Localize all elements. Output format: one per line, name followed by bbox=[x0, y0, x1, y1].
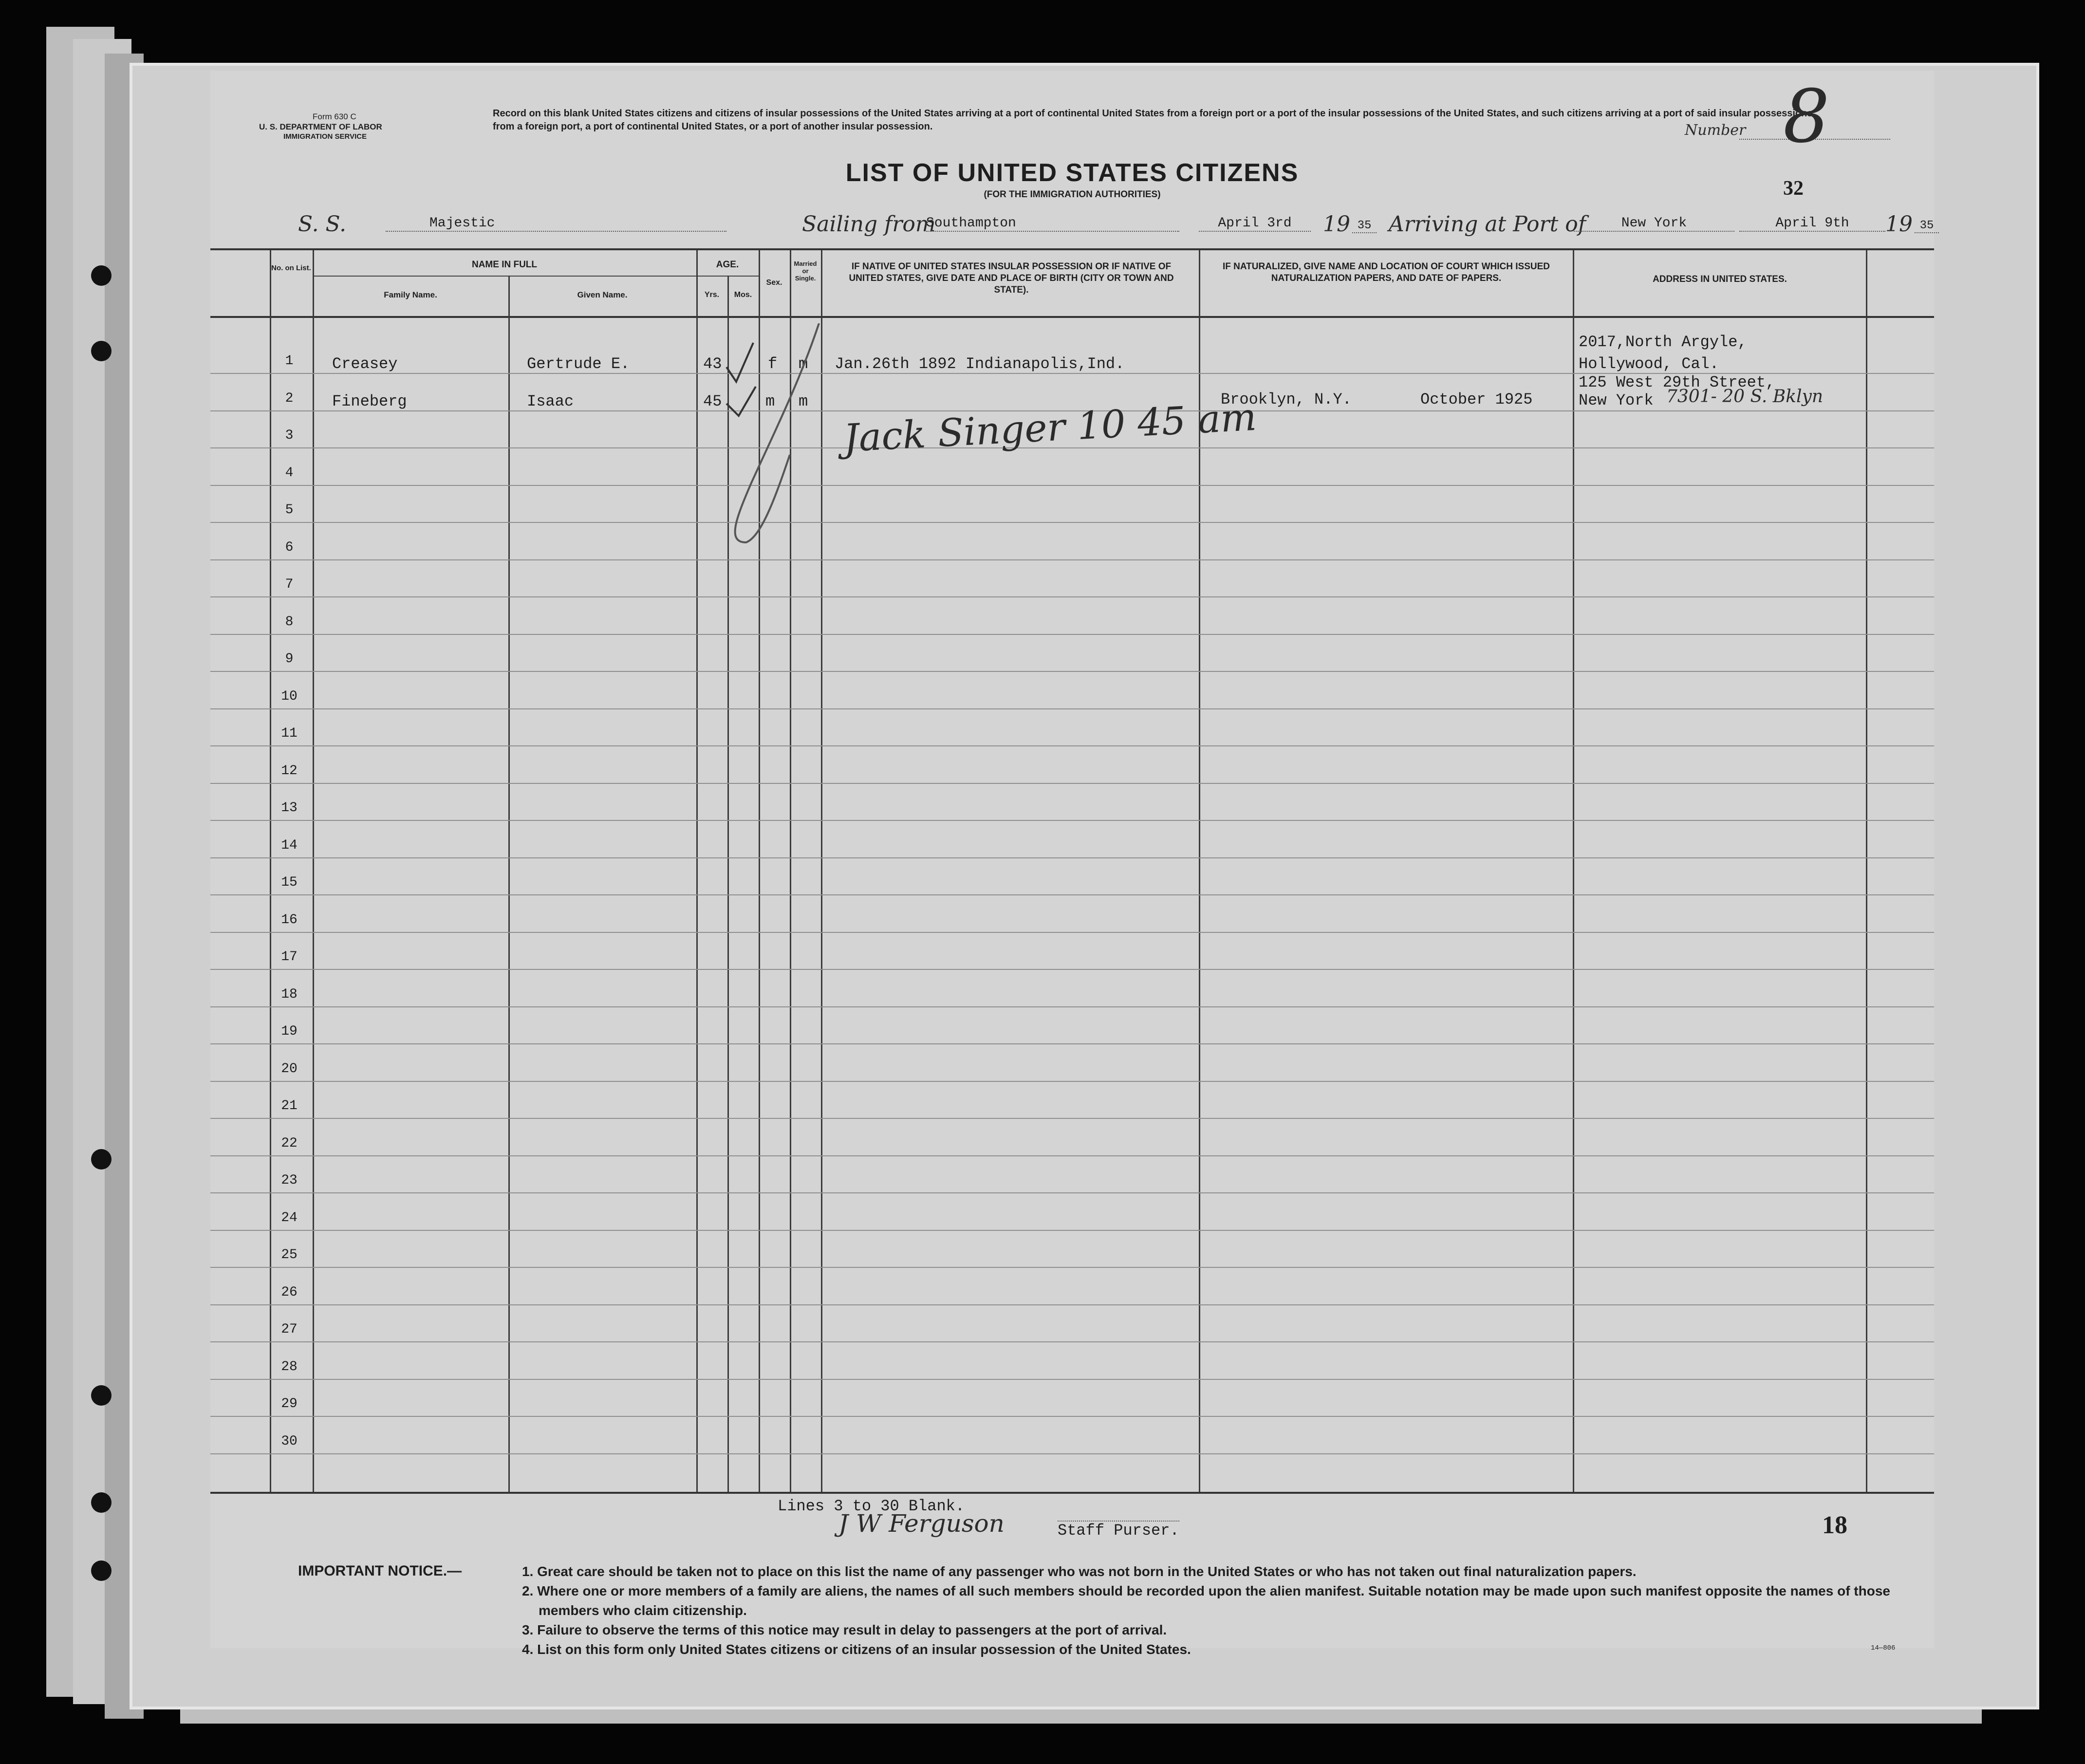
row-rule bbox=[210, 745, 1934, 746]
header-mos: Mos. bbox=[734, 291, 752, 299]
row-rule bbox=[210, 1155, 1934, 1156]
purser-signature: J W Ferguson bbox=[838, 1509, 1005, 1538]
punch-hole bbox=[91, 1560, 112, 1581]
department-name: U. S. DEPARTMENT OF LABOR bbox=[259, 122, 382, 131]
handwritten-annotation: Jack Singer 10 45 am bbox=[842, 395, 1258, 461]
name-subheader-rule bbox=[313, 276, 696, 277]
sailing-year-prefix: 19 bbox=[1323, 212, 1350, 237]
row-rule bbox=[210, 820, 1934, 821]
header-name-in-full: NAME IN FULL bbox=[471, 260, 538, 270]
form-title: LIST OF UNITED STATES CITIZENS bbox=[845, 159, 1299, 187]
ss-label: S. S. bbox=[298, 212, 347, 237]
notice-item: 3. Failure to observe the terms of this notice may result in delay to passengers at the port of arrival. bbox=[522, 1622, 1167, 1637]
notice-label-text: IMPORTANT NOTICE. bbox=[298, 1563, 447, 1579]
number-value: 8 bbox=[1783, 74, 1830, 159]
row-number: 28 bbox=[281, 1359, 298, 1374]
row-number: 26 bbox=[281, 1284, 298, 1300]
row-number: 5 bbox=[285, 502, 294, 518]
notice-list bbox=[522, 1562, 1929, 1659]
form-number: Form 630 C bbox=[313, 112, 356, 121]
header-married: Married or Single. bbox=[794, 260, 817, 282]
row-rule bbox=[210, 783, 1934, 784]
notice-item: 2. Where one or more members of a family are aliens, the names of all such members should be recorded upon the alien manifest. Suitable notation may be made upon such manifest opposite the names of those members who claim citizenship. bbox=[522, 1583, 1890, 1618]
entry-1-family: Creasey bbox=[332, 355, 398, 373]
page-number: 32 bbox=[1783, 177, 1804, 200]
row-number: 27 bbox=[281, 1322, 298, 1337]
column-divider bbox=[696, 250, 698, 1492]
entry-2-address-line2: New York bbox=[1579, 391, 1654, 409]
address-handwritten-note: 7301- 20 S. Bklyn bbox=[1666, 387, 1824, 407]
column-divider bbox=[313, 250, 314, 1492]
row-number: 19 bbox=[281, 1024, 298, 1039]
row-rule bbox=[210, 522, 1934, 523]
row-number: 24 bbox=[281, 1210, 298, 1226]
entry-1-birth: Jan.26th 1892 Indianapolis,Ind. bbox=[835, 355, 1125, 373]
punch-hole bbox=[91, 341, 112, 361]
row-rule bbox=[210, 1453, 1934, 1454]
entry-2-naturalized-court: Brooklyn, N.Y. bbox=[1221, 390, 1352, 409]
service-name: IMMIGRATION SERVICE bbox=[283, 132, 367, 141]
row-number: 13 bbox=[281, 800, 298, 816]
column-divider bbox=[1866, 250, 1867, 1492]
column-divider bbox=[508, 276, 510, 1492]
row-number: 11 bbox=[281, 726, 298, 741]
row-rule bbox=[210, 1043, 1934, 1044]
header-birth: IF NATIVE OF UNITED STATES INSULAR POSSESSION OR IF NATIVE OF UNITED STATES, GIVE DATE AND PLACE OF BIRTH (CITY OR TOWN AND STATE). bbox=[849, 261, 1174, 295]
row-number: 18 bbox=[281, 986, 298, 1002]
header-no: No. on List. bbox=[271, 264, 311, 272]
form-subtitle: (FOR THE IMMIGRATION AUTHORITIES) bbox=[984, 189, 1161, 200]
entry-2-naturalized-date: October 1925 bbox=[1420, 390, 1533, 409]
row-rule bbox=[210, 969, 1934, 970]
arriving-port: New York bbox=[1574, 216, 1734, 232]
header-sex: Sex. bbox=[766, 279, 782, 287]
check-marks bbox=[717, 323, 843, 552]
number-label: Number bbox=[1685, 122, 1746, 139]
row-rule bbox=[210, 932, 1934, 933]
punch-hole bbox=[91, 1492, 112, 1513]
entry-2-sex: m bbox=[765, 392, 775, 410]
entry-1-address-line2: Hollywood, Cal. bbox=[1579, 355, 1719, 373]
row-rule bbox=[210, 559, 1934, 560]
entry-2-married: m bbox=[799, 392, 808, 410]
entry-2-family: Fineberg bbox=[332, 392, 407, 410]
ship-name: Majestic bbox=[386, 216, 726, 232]
row-rule bbox=[210, 1006, 1934, 1007]
row-number: 2 bbox=[285, 390, 294, 406]
passenger-table bbox=[210, 248, 1934, 1494]
blank-lines-note: Lines 3 to 30 Blank. bbox=[778, 1497, 965, 1515]
row-number: 10 bbox=[281, 688, 298, 704]
row-number: 25 bbox=[281, 1247, 298, 1263]
sailing-year: 35 bbox=[1352, 219, 1377, 233]
row-rule bbox=[210, 1192, 1934, 1193]
entry-1-address-line1: 2017,North Argyle, bbox=[1579, 333, 1747, 351]
header-age: AGE. bbox=[716, 260, 739, 270]
form-code: 14—806 bbox=[1871, 1644, 1896, 1652]
entry-2-address-line1: 125 West 29th Street, bbox=[1579, 373, 1775, 391]
header-family-name: Family Name. bbox=[384, 290, 437, 299]
entry-1-given: Gertrude E. bbox=[527, 355, 630, 373]
header-address: ADDRESS IN UNITED STATES. bbox=[1653, 274, 1787, 284]
header-naturalized: IF NATURALIZED, GIVE NAME AND LOCATION OF COURT WHICH ISSUED NATURALIZATION PAPERS, AND DATE OF PAPERS. bbox=[1222, 261, 1550, 283]
row-rule bbox=[210, 485, 1934, 486]
row-number: 7 bbox=[285, 577, 294, 592]
row-number: 22 bbox=[281, 1135, 298, 1151]
row-rule bbox=[210, 894, 1934, 895]
row-number: 3 bbox=[285, 428, 294, 443]
citizen-list-form bbox=[210, 71, 1934, 1657]
row-rule bbox=[210, 1267, 1934, 1268]
row-number: 30 bbox=[281, 1433, 298, 1449]
manifest-page bbox=[132, 66, 2036, 1707]
sheet-number: 18 bbox=[1822, 1511, 1847, 1539]
column-divider bbox=[1573, 250, 1574, 1492]
row-rule bbox=[210, 1304, 1934, 1305]
instruction-text: Record on this blank United States citizens and citizens of insular possessions of the United States arriving at a port of continental United States from a foreign port or a port of the insular possessions of the United States, and such citizens arriving at a port of said insular possessions from a foreign port, a port of continental United States, or a port of another insular possession. bbox=[493, 108, 1813, 132]
row-rule bbox=[210, 1081, 1934, 1082]
row-rule bbox=[210, 596, 1934, 597]
row-number: 14 bbox=[281, 837, 298, 853]
row-number: 12 bbox=[281, 763, 298, 779]
arriving-year-prefix: 19 bbox=[1885, 212, 1913, 237]
row-rule bbox=[210, 857, 1934, 858]
row-number: 17 bbox=[281, 949, 298, 965]
arriving-date: April 9th bbox=[1739, 216, 1885, 232]
sailing-date: April 3rd bbox=[1199, 216, 1311, 232]
row-rule bbox=[210, 708, 1934, 709]
sailing-port: Southampton bbox=[926, 216, 1179, 232]
notice-item: 1. Great care should be taken not to place on this list the name of any passenger who was not born in the United States or who has not taken out final naturalization papers. bbox=[522, 1564, 1637, 1579]
purser-title: Staff Purser. bbox=[1058, 1522, 1179, 1540]
row-rule bbox=[210, 671, 1934, 672]
header-yrs: Yrs. bbox=[704, 291, 720, 299]
row-number: 23 bbox=[281, 1173, 298, 1188]
arriving-label: Arriving at Port of bbox=[1389, 212, 1586, 237]
row-number: 29 bbox=[281, 1396, 298, 1411]
entry-2-given: Isaac bbox=[527, 392, 574, 410]
row-number: 4 bbox=[285, 465, 294, 481]
row-rule bbox=[210, 634, 1934, 635]
notice-label: IMPORTANT NOTICE.— bbox=[298, 1563, 462, 1579]
punch-hole bbox=[91, 1385, 112, 1406]
row-number: 15 bbox=[281, 875, 298, 890]
row-number: 8 bbox=[285, 614, 294, 630]
arriving-year: 35 bbox=[1915, 219, 1939, 233]
sailing-label: Sailing from bbox=[802, 212, 936, 237]
row-number: 6 bbox=[285, 539, 294, 555]
row-rule bbox=[210, 1379, 1934, 1380]
header-rule bbox=[210, 316, 1934, 318]
row-rule bbox=[210, 1416, 1934, 1417]
row-number: 20 bbox=[281, 1061, 298, 1077]
row-number: 9 bbox=[285, 651, 294, 667]
header-given-name: Given Name. bbox=[577, 290, 628, 299]
notice-item: 4. List on this form only United States citizens or citizens of an insular possession of the United States. bbox=[522, 1642, 1191, 1657]
entry-1-married: m bbox=[799, 355, 808, 373]
entry-2-yrs: 45 bbox=[703, 392, 722, 410]
row-number: 21 bbox=[281, 1098, 298, 1114]
row-number: 16 bbox=[281, 912, 298, 928]
row-rule bbox=[210, 1118, 1934, 1119]
row-number: 1 bbox=[285, 353, 294, 369]
row-rule bbox=[210, 1341, 1934, 1342]
row-rule bbox=[210, 1230, 1934, 1231]
entry-1-yrs: 43 bbox=[703, 355, 722, 373]
punch-hole bbox=[91, 1149, 112, 1170]
entry-1-sex: f bbox=[768, 355, 778, 373]
punch-hole bbox=[91, 265, 112, 286]
